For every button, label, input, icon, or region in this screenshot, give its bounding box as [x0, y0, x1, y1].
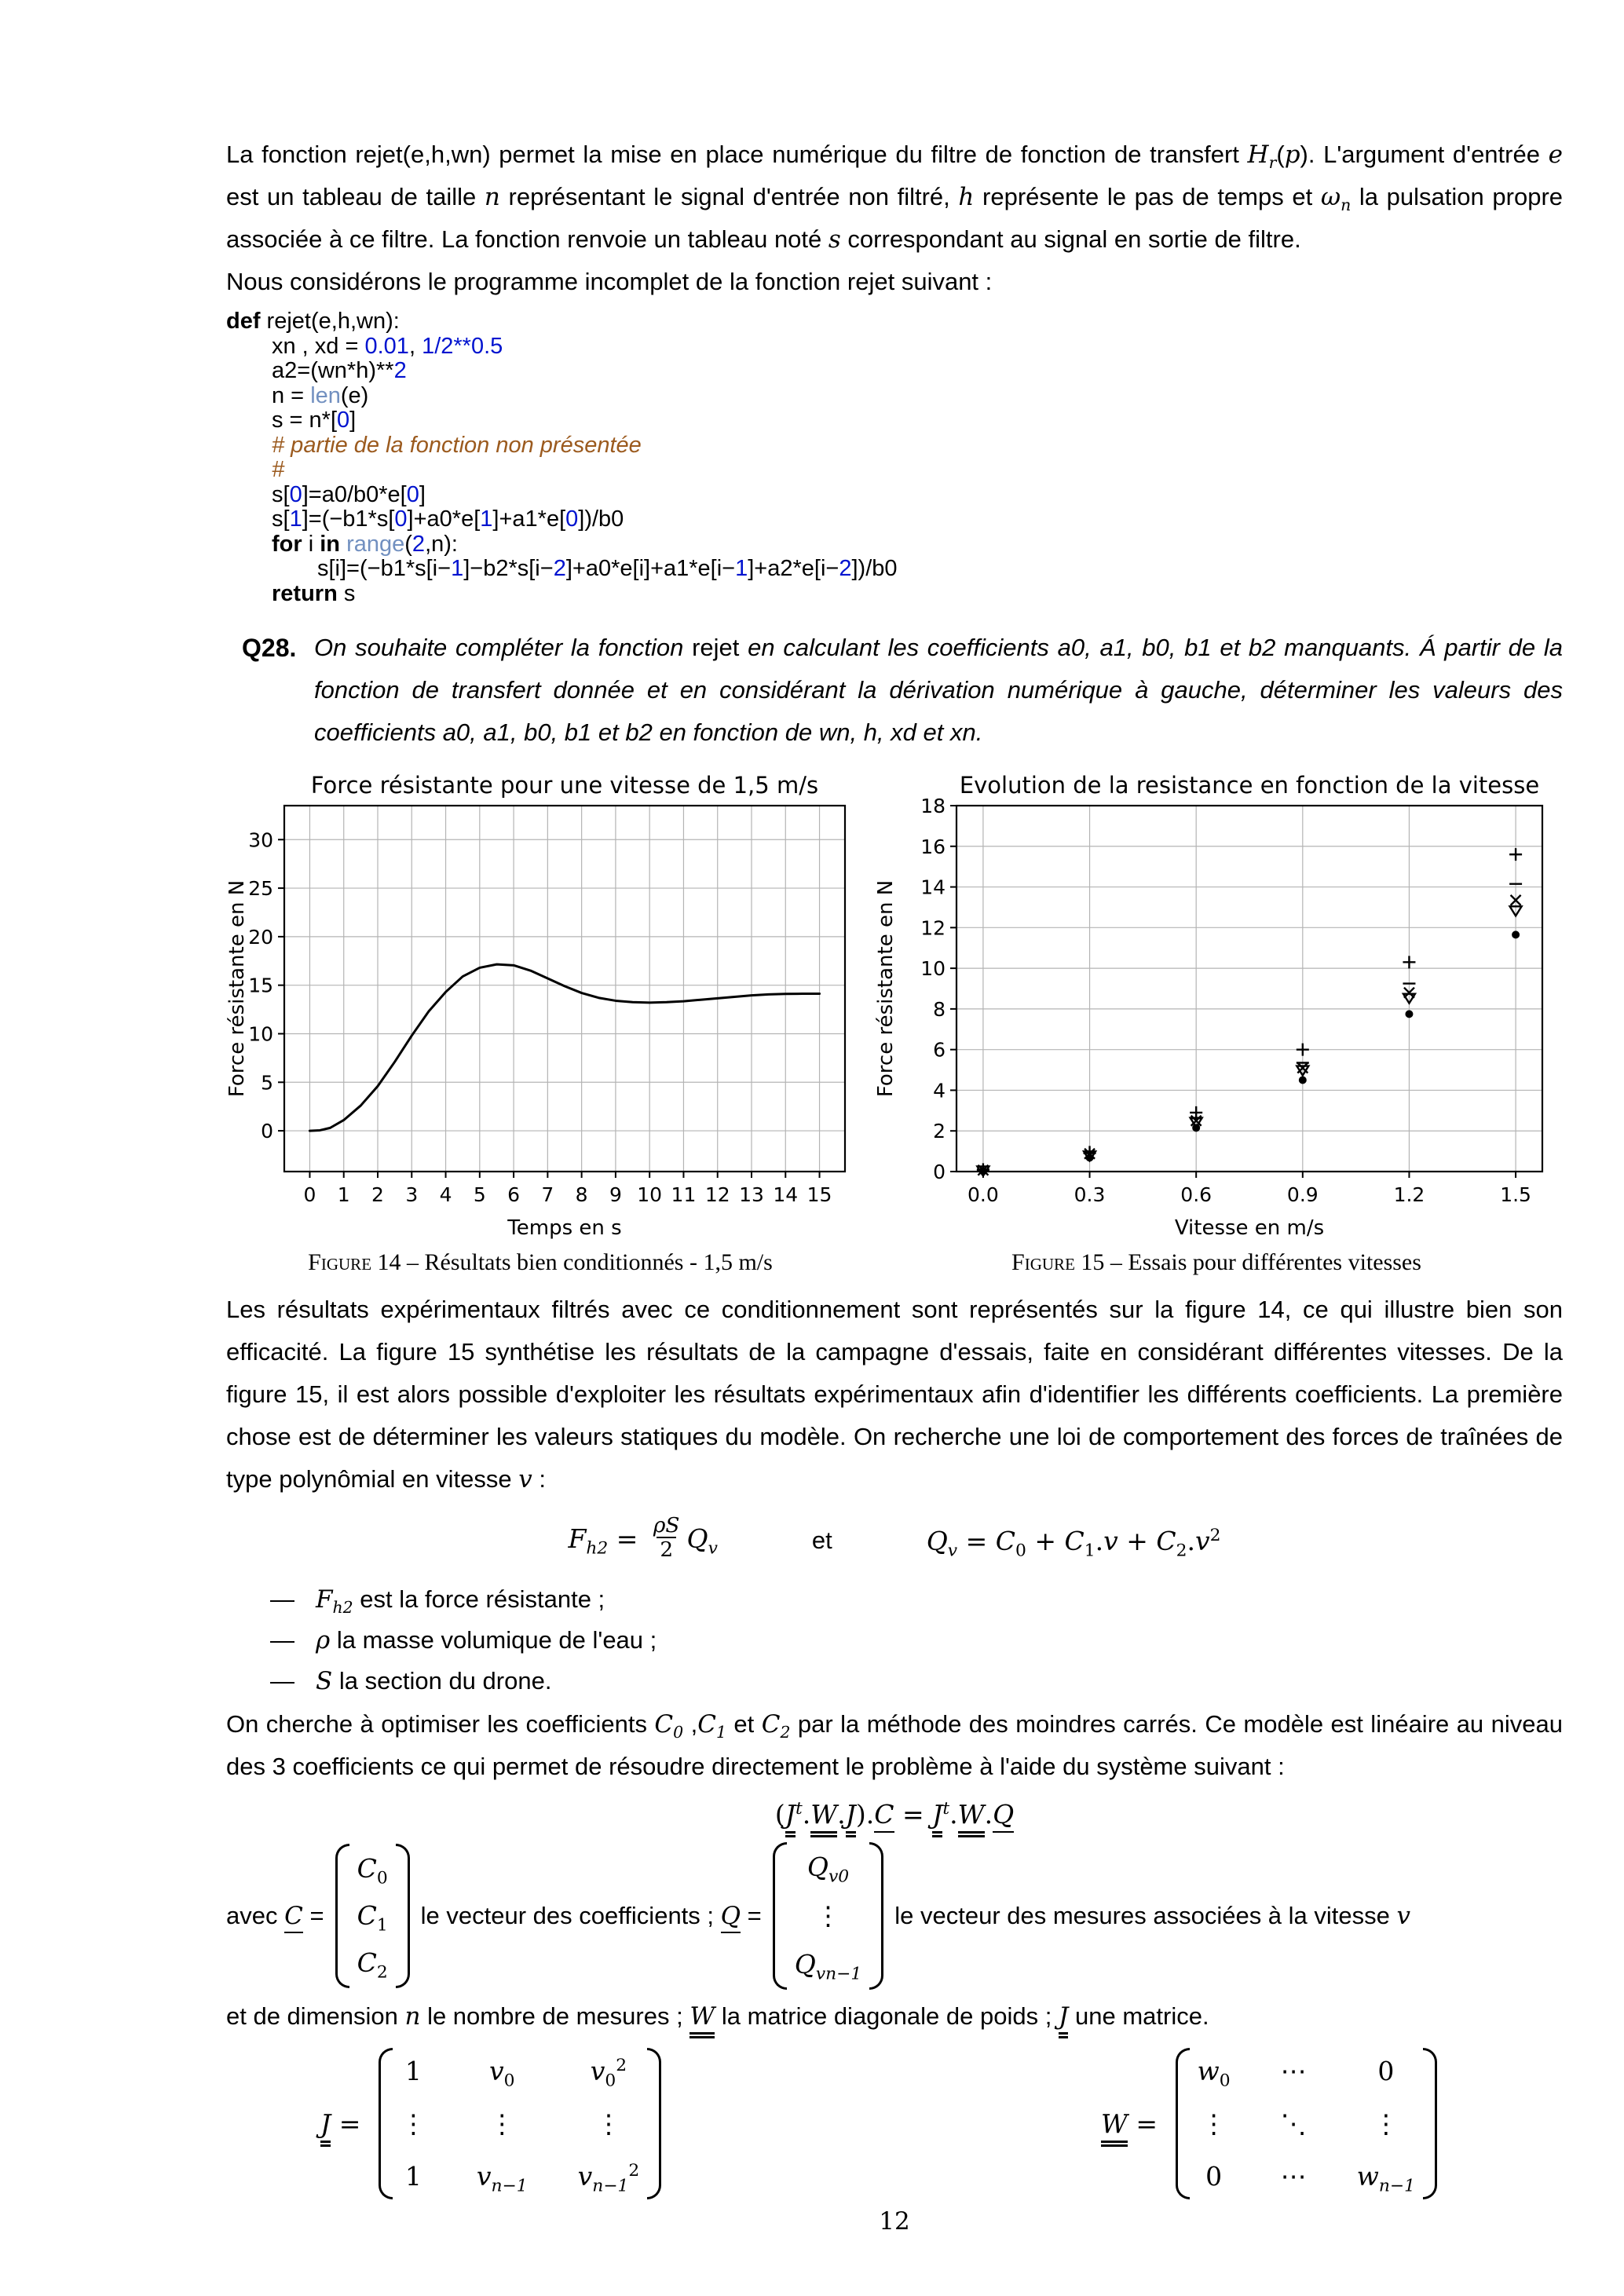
- svg-text:Force résistante en N: Force résistante en N: [875, 879, 898, 1098]
- svg-text:Force résistante en N: Force résistante en N: [226, 879, 249, 1098]
- formula-fh2: [226, 1507, 1563, 1574]
- svg-text:18: 18: [920, 795, 946, 817]
- svg-text:0: 0: [303, 1183, 316, 1206]
- paragraph-intro: La fonction rejet(e,h,wn) permet la mise en place numérique du filtre de fonction de transfert $H_r(p)$. L'argument d'entrée e est un tableau de taille n représentant le signal d'entrée non filtré, h représente le pas de temps et $\omega_n$ la pulsation propre associée à ce filtre. La fonction renvoie un tableau noté s correspondant au signal en sortie de filtre.: [226, 141, 1564, 254]
- code-line: s = n*[0]: [272, 408, 357, 433]
- matrix-j-label: J =: [320, 2108, 369, 2139]
- svg-text:3: 3: [405, 1183, 419, 1206]
- avec-q-label: le vecteur des coefficients ; Q =: [421, 1899, 762, 1933]
- avec-c-label: avec C =: [226, 1899, 324, 1933]
- code-line: def rejet(e,h,wn):: [226, 309, 400, 334]
- svg-text:0.9: 0.9: [1286, 1183, 1319, 1206]
- code-line: s[1]=(−b1*s[0]+a0*e[1]+a1*e[0])/b0: [272, 506, 624, 532]
- paragraph-program-lead: Nous considérons le programme incomplet de la fonction rejet suivant :: [226, 268, 993, 295]
- svg-text:0.6: 0.6: [1180, 1183, 1213, 1206]
- matrix-w-group: [1101, 2048, 1437, 2199]
- vector-c: $C_0$ $C_1$ $C_2$: [335, 1844, 410, 1988]
- svg-text:9: 9: [609, 1183, 622, 1206]
- question-text: On souhaite compléter la fonction rejet en calculant les coefficients a0, a1, b0, b1 et b2 manquants. Á partir de la fonction de transfert donnée et en considérant la dérivation numérique à gauche, déterminer les valeurs des coefficients a0, a1, b0, b1 et b2 en fonction de wn, h, xd et xn.: [314, 634, 1564, 746]
- svg-text:8: 8: [933, 997, 946, 1021]
- code-line: return s: [272, 580, 356, 606]
- svg-text:6: 6: [933, 1038, 946, 1062]
- figure-15: [875, 771, 1558, 1276]
- figures-row: [226, 771, 1563, 1276]
- paragraph-results: Les résultats expérimentaux filtrés avec ce conditionnement sont représentés sur la figure 14, ce qui illustre bien son efficacité. La figure 15 synthétise les résultats de la campagne d'essais, faite en considérant différentes vitesses. De la figure 15, il est alors possible d'exploiter les résultats expérimentaux afin d'identifier les différents coefficients. La première chose est de déterminer les valeurs statiques du modèle. On recherche une loi de comportement des forces de traînées de type polynômial en vitesse v :: [226, 1296, 1563, 1493]
- code-line: a2=(wn*h)**2: [272, 358, 407, 383]
- svg-text:Temps en s: Temps en s: [507, 1216, 622, 1240]
- svg-text:2: 2: [933, 1120, 946, 1143]
- dimension-line: et de dimension n le nombre de mesures ; W la matrice diagonale de poids ; J une matrice.: [226, 1996, 1563, 2037]
- code-line: s[i]=(−b1*s[i−1]−b2*s[i−2]+a0*e[i]+a1*e[i−1]+a2*e[i−2])/b0: [317, 556, 898, 581]
- svg-text:25: 25: [248, 877, 273, 901]
- svg-text:Vitesse en m/s: Vitesse en m/s: [1174, 1216, 1325, 1240]
- matrix-w-label: W =: [1101, 2108, 1166, 2139]
- svg-text:6: 6: [507, 1183, 521, 1206]
- formula-et: et: [811, 1526, 832, 1554]
- svg-text:30: 30: [248, 828, 273, 852]
- equation-system-math: $(J^t.W.J).C = J^t.W.Q$: [775, 1799, 1014, 1830]
- caption-text: 15 – Essais pour différentes vitesses: [1074, 1249, 1421, 1275]
- paragraph-least-squares: On cherche à optimiser les coefficients $C_0$ $,C_1$ et $C_2$ par la méthode des moindres carrés. Ce modèle est linéaire au niveau des 3 coefficients ce qui permet de résoudre directement le problème à l'aide du système suivant :: [226, 1710, 1563, 1780]
- code-line: for i in range(2,n):: [272, 531, 458, 557]
- svg-text:14: 14: [773, 1183, 799, 1206]
- svg-text:0: 0: [933, 1161, 946, 1183]
- svg-text:1.5: 1.5: [1500, 1183, 1531, 1206]
- svg-text:5: 5: [473, 1183, 486, 1206]
- code-line: n = len(e): [272, 382, 369, 408]
- code-line: # partie de la fonction non présentée: [272, 432, 642, 458]
- equation-system: [226, 1799, 1563, 1830]
- matrix-w: $w_0$ ⋯ 0 ⋮ ⋱ ⋮ 0 ⋯ $w_{n-1}$: [1176, 2048, 1437, 2199]
- formula-qv: $Q_v = C_0 + C_1.v + C_2.v^2$: [926, 1525, 1221, 1561]
- caption-text: 14 – Résultats bien conditionnés - 1,5 m/s: [371, 1249, 773, 1275]
- svg-text:1.2: 1.2: [1393, 1183, 1425, 1206]
- matrices-row: [226, 2048, 1563, 2199]
- svg-text:7: 7: [541, 1183, 554, 1206]
- svg-text:1: 1: [337, 1183, 350, 1206]
- svg-text:14: 14: [920, 876, 946, 899]
- vectors-row: [226, 1842, 1563, 1990]
- list-item: — $F_{h2}$ est la force résistante ;: [270, 1585, 605, 1618]
- list-item: — ρ la masse volumique de l'eau ;: [270, 1626, 657, 1654]
- bullet-list: [226, 1579, 1563, 1702]
- svg-text:15: 15: [807, 1183, 832, 1206]
- svg-text:8: 8: [575, 1183, 588, 1206]
- vector-q: $Q_{v0}$ ⋮ $Q_{vn-1}$: [773, 1842, 883, 1990]
- svg-text:10: 10: [248, 1022, 273, 1046]
- matrix-j-group: [320, 2048, 661, 2199]
- svg-text:Force résistante pour une vite: Force résistante pour une vitesse de 1,5 m/s: [310, 772, 819, 799]
- svg-text:12: 12: [704, 1183, 730, 1206]
- figure-14-chart: [226, 771, 854, 1246]
- avec-end-label: le vecteur des mesures associées à la vitesse v: [894, 1902, 1411, 1930]
- question-label: Q28.: [242, 634, 297, 662]
- question-q28: [226, 627, 1563, 754]
- formula-fh2-left: $F_{h2}$ = $\frac{\rho S}{2}$ $Q_v$: [568, 1512, 718, 1562]
- svg-text:0.3: 0.3: [1074, 1183, 1106, 1206]
- svg-text:5: 5: [261, 1071, 273, 1095]
- list-item: — S la section du drone.: [270, 1667, 552, 1695]
- code-line: #: [272, 457, 285, 482]
- code-block: [226, 309, 1563, 606]
- svg-text:0: 0: [261, 1120, 273, 1143]
- svg-text:10: 10: [637, 1183, 663, 1206]
- svg-text:13: 13: [739, 1183, 764, 1206]
- svg-text:12: 12: [920, 916, 946, 940]
- page-number: 12: [879, 2207, 910, 2236]
- figure-15-caption: [1011, 1249, 1421, 1276]
- figure-14: [226, 771, 854, 1276]
- page-content: [226, 133, 1563, 2236]
- matrix-j: 1 $v_0$ $v_0^2$ ⋮ ⋮ ⋮ 1 $v_{n-1}$ $v_{n-1}^2$: [379, 2048, 661, 2199]
- svg-text:4: 4: [933, 1079, 946, 1102]
- svg-text:16: 16: [920, 835, 946, 858]
- svg-text:15: 15: [248, 974, 273, 997]
- svg-text:10: 10: [920, 957, 946, 981]
- svg-text:0.0: 0.0: [967, 1183, 999, 1206]
- code-line: s[0]=a0/b0*e[0]: [272, 481, 426, 507]
- svg-text:Evolution de la resistance en: Evolution de la resistance en fonction de la vitesse: [959, 772, 1540, 799]
- figure-14-caption: [308, 1249, 773, 1276]
- figure-15-chart: [875, 771, 1558, 1246]
- svg-text:11: 11: [671, 1183, 697, 1206]
- caption-word: Figure: [1011, 1249, 1075, 1275]
- svg-text:20: 20: [248, 925, 273, 949]
- svg-text:4: 4: [439, 1183, 452, 1206]
- caption-word: Figure: [308, 1249, 372, 1275]
- svg-text:2: 2: [371, 1183, 384, 1206]
- code-line: xn , xd = 0.01, 1/2**0.5: [272, 333, 503, 359]
